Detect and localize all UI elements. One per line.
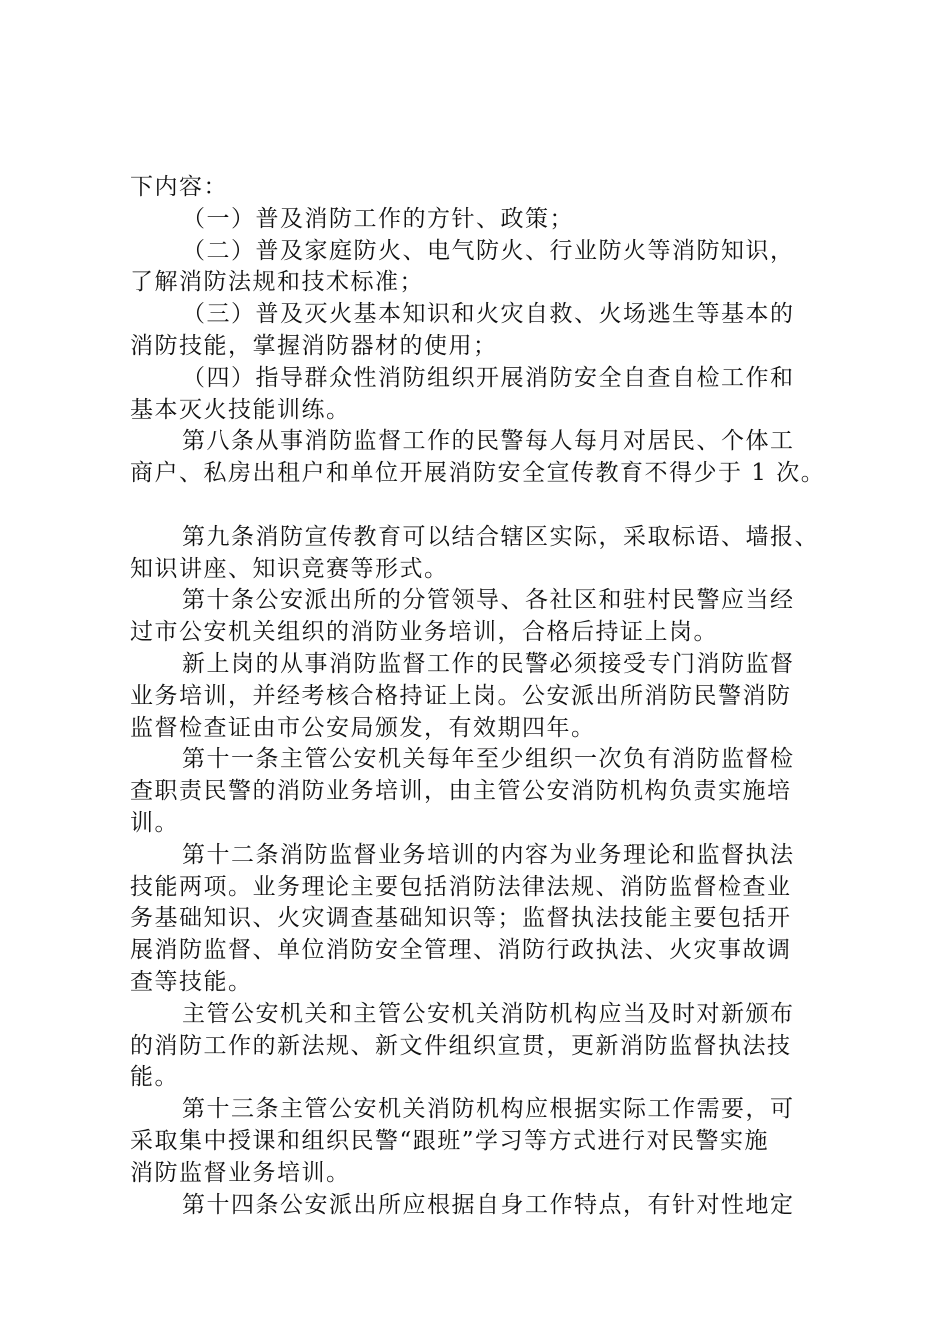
text-line: 务基础知识、火灾调查基础知识等；监督执法技能主要包括开: [130, 905, 792, 932]
text-line: 第八条从事消防监督工作的民警每人每月对居民、个体工: [182, 428, 795, 455]
text-line: 第十一条主管公安机关每年至少组织一次负有消防监督检: [182, 746, 795, 773]
text-line: 第九条消防宣传教育可以结合辖区实际，采取标语、墙报、: [182, 523, 819, 550]
text-line: 第十条公安派出所的分管领导、各社区和驻村民警应当经: [182, 587, 795, 614]
text-line: 新上岗的从事消防监督工作的民警必须接受专门消防监督: [182, 650, 795, 677]
text-line: （一）普及消防工作的方针、政策；: [182, 205, 574, 232]
text-line: （三）普及灭火基本知识和火灾自救、火场逃生等基本的: [182, 301, 795, 328]
text-line: 的消防工作的新法规、新文件组织宣贯，更新消防监督执法技: [130, 1032, 792, 1059]
text-line: 下内容：: [130, 174, 228, 200]
text-line: 基本灭火技能训练。: [130, 396, 351, 423]
text-line: 第十四条公安派出所应根据自身工作特点，有针对性地定: [182, 1191, 795, 1218]
text-line: 查职责民警的消防业务培训，由主管公安消防机构负责实施培: [130, 778, 792, 805]
text-line: 能。: [130, 1064, 179, 1091]
document-body: [130, 172, 842, 1221]
text-line: （四）指导群众性消防组织开展消防安全自查自检工作和: [182, 364, 795, 391]
text-line: 商户、私房出租户和单位开展消防安全宣传教育不得少于 1 次。: [130, 460, 826, 487]
text-line: 知识讲座、知识竞赛等形式。: [130, 555, 449, 582]
text-line: 展消防监督、单位消防安全管理、消防行政执法、火灾事故调: [130, 937, 792, 964]
text-line: 业务培训，并经考核合格持证上岗。公安派出所消防民警消防: [130, 682, 792, 709]
text-line: 训。: [130, 809, 179, 836]
text-line: 监督检查证由市公安局颁发，有效期四年。: [130, 714, 596, 741]
text-line: 消防监督业务培训。: [130, 1159, 351, 1186]
text-line: 过市公安机关组织的消防业务培训，合格后持证上岗。: [130, 619, 718, 646]
text-line: 了解消防法规和技术标准；: [130, 269, 424, 296]
text-line: 第十二条消防监督业务培训的内容为业务理论和监督执法: [182, 841, 795, 868]
text-line: 消防技能，掌握消防器材的使用；: [130, 332, 498, 359]
paragraph-gap: [130, 490, 842, 522]
text-line: 主管公安机关和主管公安机关消防机构应当及时对新颁布: [182, 1000, 795, 1027]
text-line: 采取集中授课和组织民警“跟班”学习等方式进行对民警实施: [130, 1127, 770, 1154]
text-line: 查等技能。: [130, 968, 253, 995]
text-line: 技能两项。业务理论主要包括消防法律法规、消防监督检查业: [130, 873, 792, 900]
text-line: 第十三条主管公安机关消防机构应根据实际工作需要，可: [182, 1096, 795, 1123]
text-line: （二）普及家庭防火、电气防火、行业防火等消防知识，: [182, 237, 795, 264]
